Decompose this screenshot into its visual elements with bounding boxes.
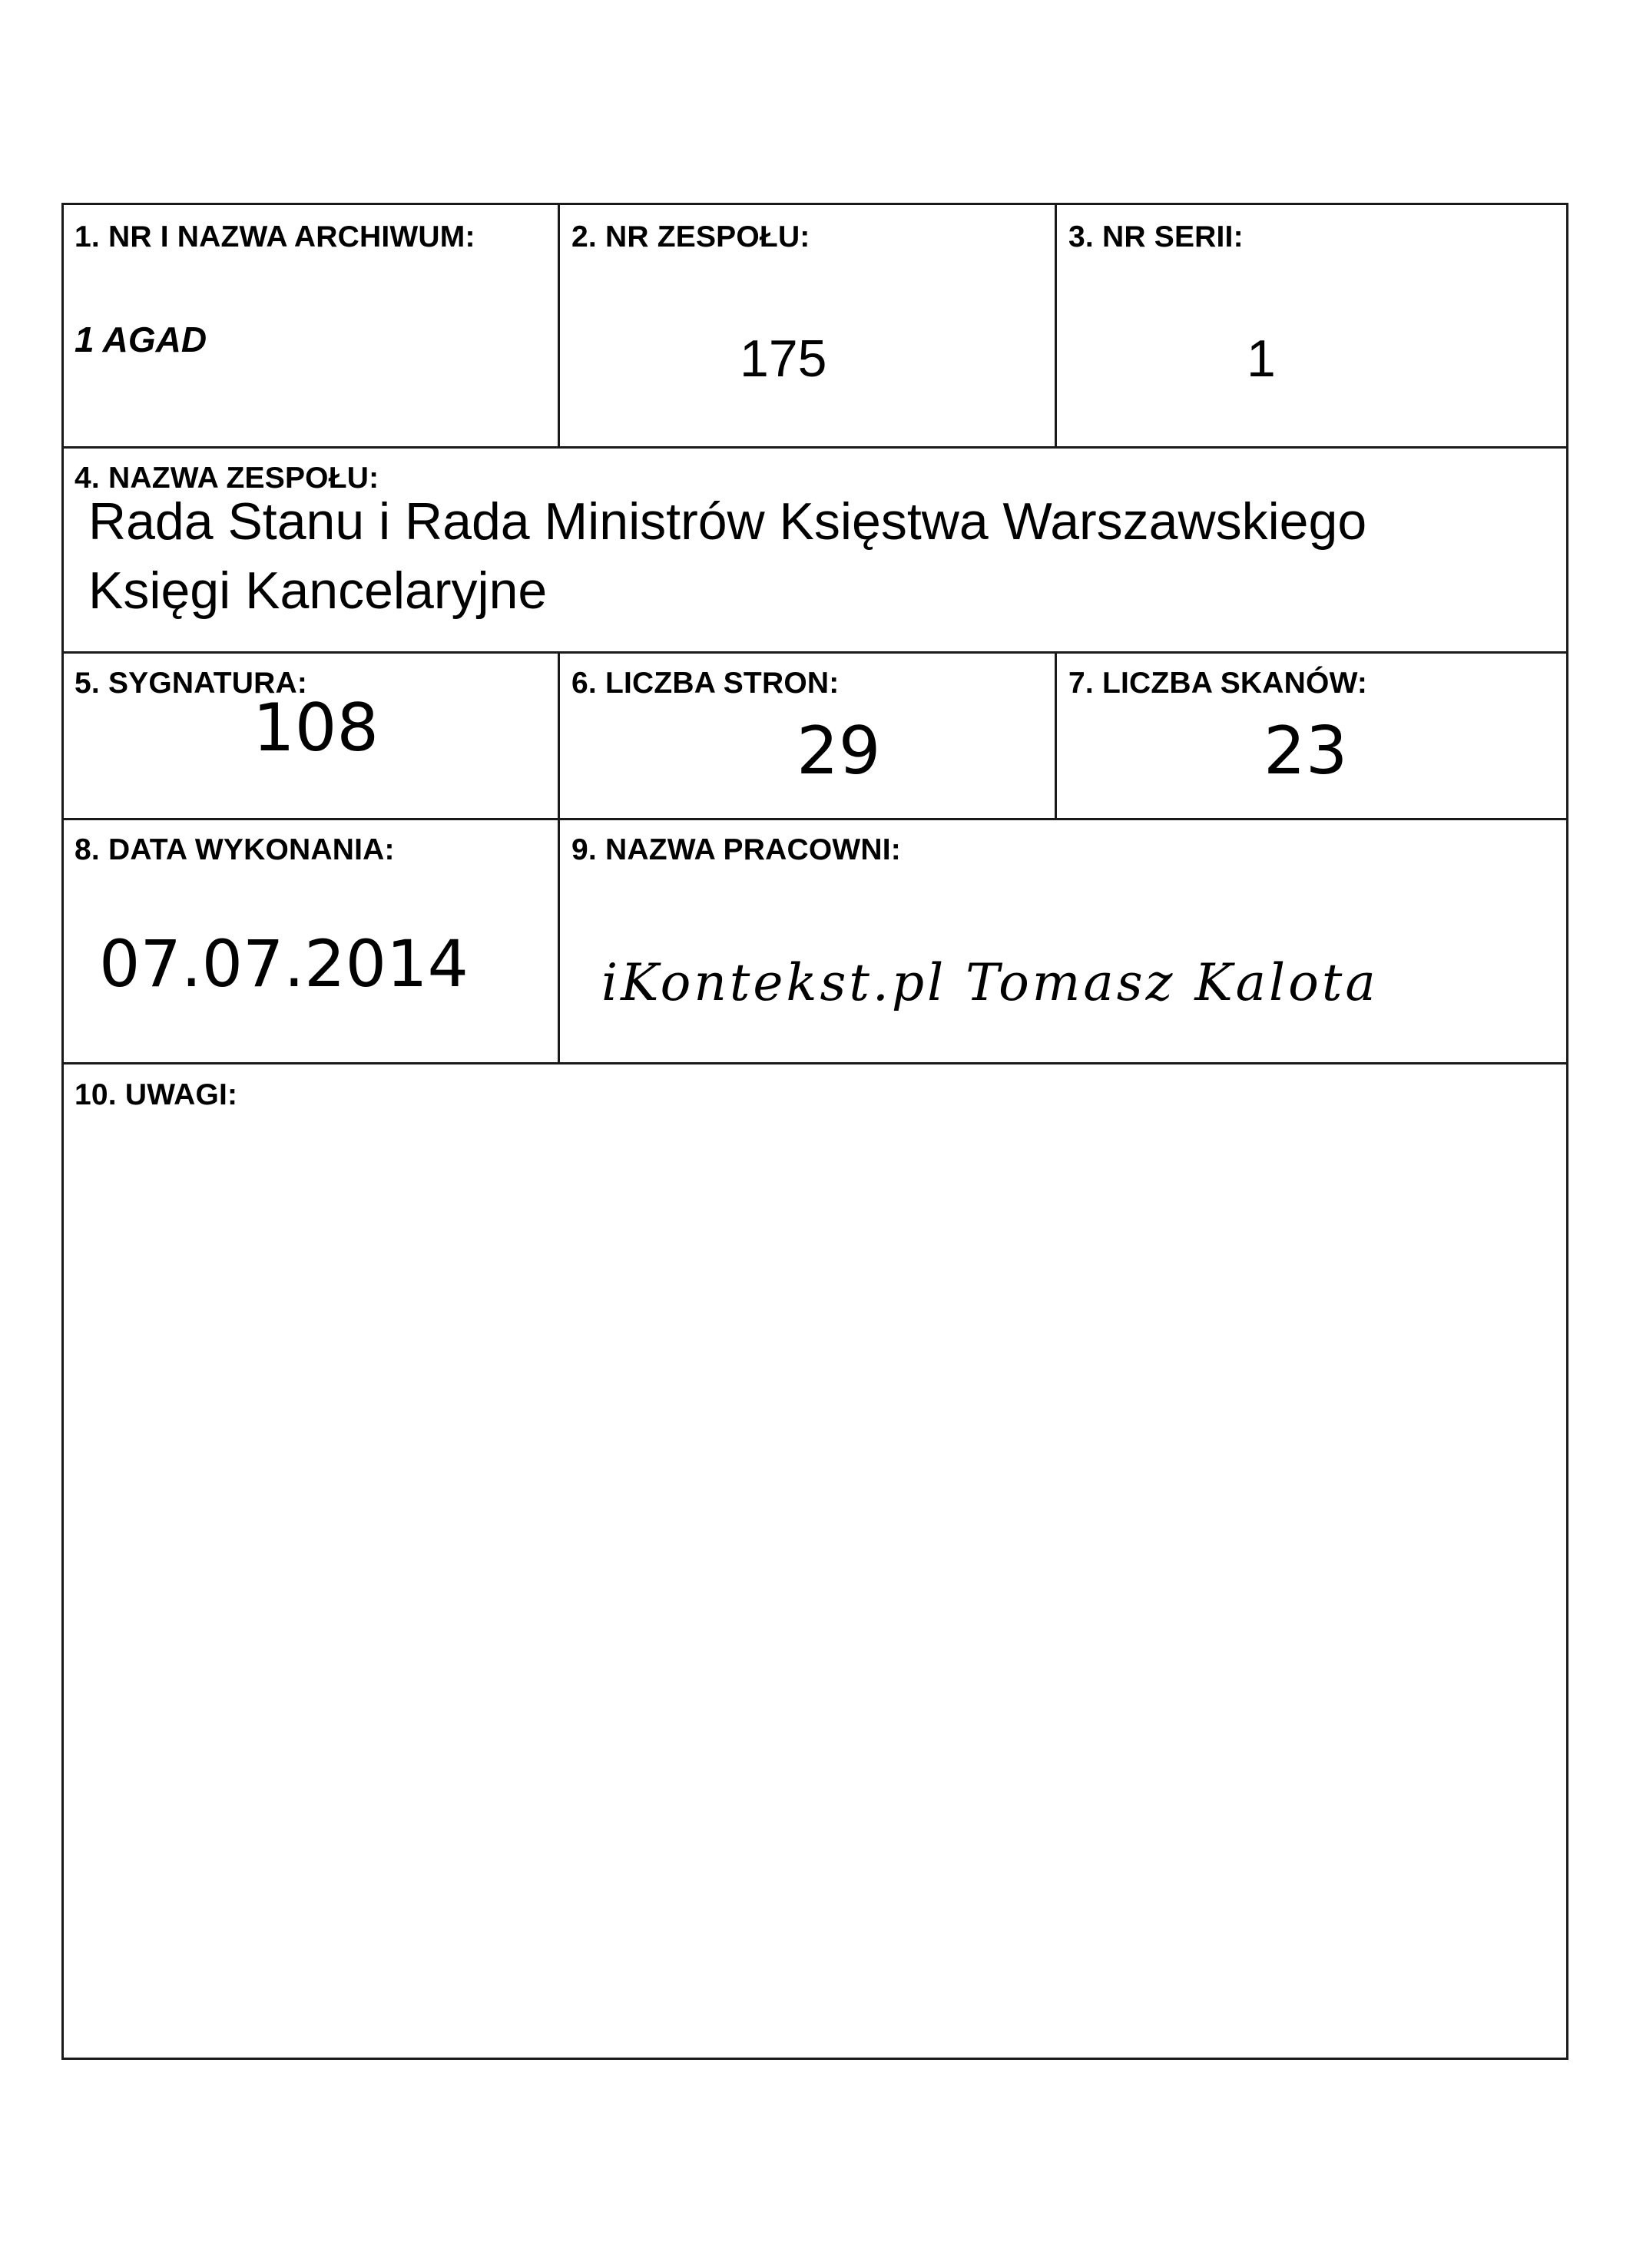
page-count-label: 6. LICZBA STRON: [571, 667, 840, 700]
workshop-label: 9. NAZWA PRACOWNI: [571, 833, 901, 866]
archive-value: 1 AGAD [75, 320, 207, 359]
fonds-name-line2: Księgi Kancelaryjne [88, 561, 548, 620]
col-divider-r3-b [1055, 651, 1057, 818]
fonds-number-value: 175 [740, 329, 827, 388]
remarks-label: 10. UWAGI: [75, 1078, 238, 1111]
fonds-name-line1: Rada Stanu i Rada Ministrów Księstwa Warszawskiego [88, 492, 1367, 551]
signature-label: 5. SYGNATURA: [75, 667, 308, 700]
row-divider-3 [64, 818, 1566, 820]
page-count-value: 29 [797, 713, 881, 790]
metric-form [61, 203, 1568, 2060]
scan-count-value: 23 [1264, 713, 1348, 790]
col-divider-r1-b [1055, 205, 1057, 446]
signature-value: 108 [253, 690, 379, 766]
date-label: 8. DATA WYKONANIA: [75, 833, 395, 866]
archive-label: 1. NR I NAZWA ARCHIWUM: [75, 220, 475, 253]
row-divider-2 [64, 651, 1566, 654]
series-number-label: 3. NR SERII: [1068, 220, 1244, 253]
col-divider-r4 [558, 818, 560, 1062]
col-divider-r3-a [558, 651, 560, 818]
workshop-value: iKontekst.pl Tomasz Kalota [601, 953, 1379, 1012]
fonds-name-label: 4. NAZWA ZESPOŁU: [75, 462, 379, 495]
row-divider-4 [64, 1062, 1566, 1064]
col-divider-r1-a [558, 205, 560, 446]
scan-count-label: 7. LICZBA SKANÓW: [1068, 667, 1368, 700]
date-value: 07.07.2014 [99, 926, 469, 1002]
row-divider-1 [64, 446, 1566, 449]
series-number-value: 1 [1247, 329, 1276, 388]
fonds-number-label: 2. NR ZESPOŁU: [571, 220, 810, 253]
